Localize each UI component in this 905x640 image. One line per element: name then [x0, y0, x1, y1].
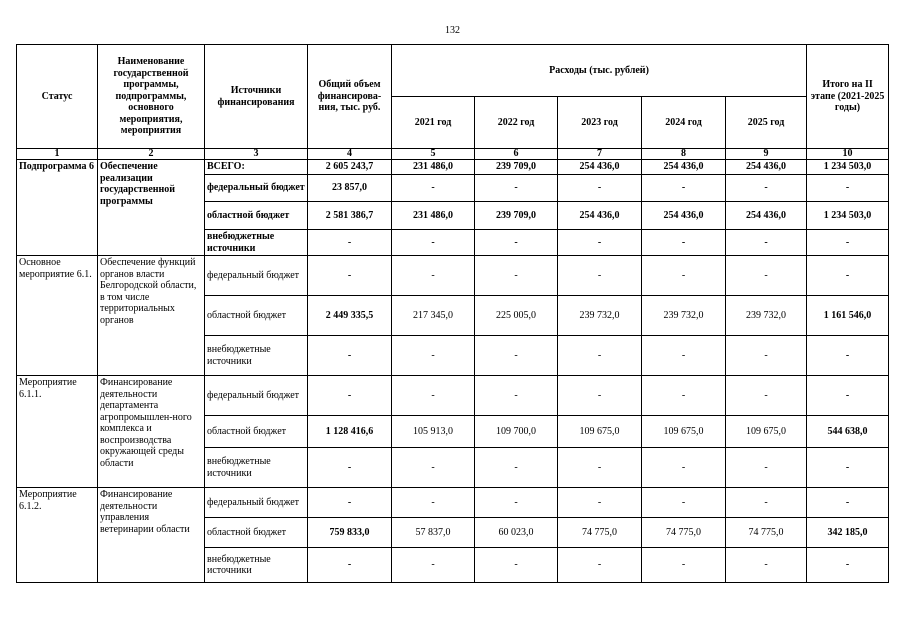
source-cell: областной бюджет	[205, 202, 308, 230]
year-amount-cell: -	[475, 175, 558, 202]
total-amount-cell: 2 605 243,7	[308, 160, 392, 175]
year-amount-cell: -	[558, 376, 642, 416]
column-number: 3	[205, 149, 308, 160]
year-amount-cell: 254 436,0	[558, 160, 642, 175]
item-name-cell: Обеспечение функций органов власти Белгородской области, в том числе территориальных органов	[98, 256, 205, 376]
year-amount-cell: 231 486,0	[392, 160, 475, 175]
total-amount-cell: 23 857,0	[308, 175, 392, 202]
stage-total-cell: -	[807, 256, 889, 296]
column-number: 1	[17, 149, 98, 160]
table-row	[17, 376, 889, 416]
year-amount-cell: -	[726, 448, 807, 488]
year-amount-cell: 105 913,0	[392, 416, 475, 448]
stage-total-cell: -	[807, 230, 889, 256]
year-amount-cell: -	[475, 448, 558, 488]
total-amount-cell: -	[308, 376, 392, 416]
stage-total-cell: 1 234 503,0	[807, 202, 889, 230]
year-amount-cell: -	[392, 376, 475, 416]
status-cell: Мероприятие 6.1.1.	[17, 376, 98, 488]
source-cell: внебюджетные источники	[205, 230, 308, 256]
year-amount-cell: -	[726, 548, 807, 583]
year-amount-cell: -	[392, 256, 475, 296]
column-number: 4	[308, 149, 392, 160]
total-amount-cell: 759 833,0	[308, 518, 392, 548]
year-amount-cell: 254 436,0	[558, 202, 642, 230]
page-number: 132	[445, 25, 460, 36]
year-amount-cell: 74 775,0	[558, 518, 642, 548]
year-amount-cell: 231 486,0	[392, 202, 475, 230]
table-row	[17, 256, 889, 296]
stage-total-cell: -	[807, 336, 889, 376]
year-amount-cell: -	[392, 488, 475, 518]
year-amount-cell: 239 709,0	[475, 202, 558, 230]
item-name-cell: Обеспечение реализации государственной программы	[98, 160, 205, 256]
item-name-cell: Финансирование деятельности управления ветеринарии области	[98, 488, 205, 583]
total-amount-cell: 2 449 335,5	[308, 296, 392, 336]
year-amount-cell: -	[392, 548, 475, 583]
stage-total-cell: 544 638,0	[807, 416, 889, 448]
year-amount-cell: -	[558, 175, 642, 202]
header-name: Наименование государственной программы, подпрограммы, основного мероприятия, мероприятия	[98, 45, 205, 149]
year-amount-cell: 109 700,0	[475, 416, 558, 448]
year-amount-cell: 217 345,0	[392, 296, 475, 336]
year-amount-cell: 57 837,0	[392, 518, 475, 548]
column-number: 5	[392, 149, 475, 160]
year-amount-cell: 60 023,0	[475, 518, 558, 548]
source-cell: областной бюджет	[205, 296, 308, 336]
year-amount-cell: -	[475, 256, 558, 296]
source-cell: внебюджетные источники	[205, 548, 308, 583]
header-year: 2023 год	[558, 97, 642, 149]
header-year: 2022 год	[475, 97, 558, 149]
year-amount-cell: 74 775,0	[642, 518, 726, 548]
year-amount-cell: -	[726, 376, 807, 416]
year-amount-cell: 239 732,0	[558, 296, 642, 336]
year-amount-cell: -	[392, 175, 475, 202]
year-amount-cell: -	[392, 336, 475, 376]
year-amount-cell: -	[558, 448, 642, 488]
budget-table	[16, 44, 889, 583]
stage-total-cell: -	[807, 376, 889, 416]
stage-total-cell: -	[807, 448, 889, 488]
year-amount-cell: 254 436,0	[726, 202, 807, 230]
year-amount-cell: 74 775,0	[726, 518, 807, 548]
stage-total-cell: -	[807, 548, 889, 583]
column-number: 8	[642, 149, 726, 160]
total-amount-cell: 2 581 386,7	[308, 202, 392, 230]
stage-total-cell: 1 234 503,0	[807, 160, 889, 175]
header-total: Общий объем финансирова-ния, тыс. руб.	[308, 45, 392, 149]
source-cell: федеральный бюджет	[205, 488, 308, 518]
year-amount-cell: 239 709,0	[475, 160, 558, 175]
header-stage-total: Итого на II этапе (2021-2025 годы)	[807, 45, 889, 149]
year-amount-cell: 254 436,0	[642, 160, 726, 175]
year-amount-cell: -	[558, 488, 642, 518]
stage-total-cell: 1 161 546,0	[807, 296, 889, 336]
source-cell: областной бюджет	[205, 518, 308, 548]
total-amount-cell: -	[308, 548, 392, 583]
year-amount-cell: -	[642, 448, 726, 488]
header-expenses: Расходы (тыс. рублей)	[392, 45, 807, 97]
year-amount-cell: -	[726, 256, 807, 296]
year-amount-cell: 254 436,0	[726, 160, 807, 175]
total-amount-cell: -	[308, 488, 392, 518]
source-cell: федеральный бюджет	[205, 256, 308, 296]
total-amount-cell: 1 128 416,6	[308, 416, 392, 448]
status-cell: Основное мероприятие 6.1.	[17, 256, 98, 376]
source-cell: внебюджетные источники	[205, 336, 308, 376]
year-amount-cell: -	[475, 376, 558, 416]
table-row	[17, 160, 889, 175]
status-cell: Мероприятие 6.1.2.	[17, 488, 98, 583]
column-number: 9	[726, 149, 807, 160]
year-amount-cell: -	[642, 376, 726, 416]
year-amount-cell: -	[558, 548, 642, 583]
stage-total-cell: -	[807, 175, 889, 202]
year-amount-cell: -	[392, 448, 475, 488]
table-row	[17, 488, 889, 518]
total-amount-cell: -	[308, 448, 392, 488]
year-amount-cell: -	[475, 336, 558, 376]
total-amount-cell: -	[308, 230, 392, 256]
year-amount-cell: 109 675,0	[726, 416, 807, 448]
year-amount-cell: -	[475, 548, 558, 583]
year-amount-cell: 239 732,0	[642, 296, 726, 336]
year-amount-cell: -	[642, 488, 726, 518]
year-amount-cell: -	[642, 548, 726, 583]
year-amount-cell: -	[642, 256, 726, 296]
source-cell: федеральный бюджет	[205, 175, 308, 202]
source-cell: областной бюджет	[205, 416, 308, 448]
year-amount-cell: -	[726, 336, 807, 376]
status-cell: Подпрограмма 6	[17, 160, 98, 256]
stage-total-cell: -	[807, 488, 889, 518]
header-status: Статус	[17, 45, 98, 149]
item-name-cell: Финансирование деятельности департамента агропромышлен-ного комплекса и воспроизводства окружающей среды области	[98, 376, 205, 488]
year-amount-cell: -	[642, 175, 726, 202]
year-amount-cell: -	[558, 256, 642, 296]
column-number: 2	[98, 149, 205, 160]
year-amount-cell: 239 732,0	[726, 296, 807, 336]
year-amount-cell: -	[475, 230, 558, 256]
source-cell: внебюджетные источники	[205, 448, 308, 488]
column-number: 6	[475, 149, 558, 160]
year-amount-cell: -	[475, 488, 558, 518]
year-amount-cell: -	[726, 175, 807, 202]
year-amount-cell: -	[726, 230, 807, 256]
source-cell: федеральный бюджет	[205, 376, 308, 416]
header-sources: Источники финансирования	[205, 45, 308, 149]
table-body	[17, 160, 889, 583]
year-amount-cell: -	[642, 336, 726, 376]
year-amount-cell: 254 436,0	[642, 202, 726, 230]
year-amount-cell: -	[558, 230, 642, 256]
column-number: 10	[807, 149, 889, 160]
source-cell: ВСЕГО:	[205, 160, 308, 175]
year-amount-cell: -	[392, 230, 475, 256]
year-amount-cell: -	[642, 230, 726, 256]
header-year: 2021 год	[392, 97, 475, 149]
column-number: 7	[558, 149, 642, 160]
year-amount-cell: 225 005,0	[475, 296, 558, 336]
year-amount-cell: -	[558, 336, 642, 376]
stage-total-cell: 342 185,0	[807, 518, 889, 548]
header-year: 2025 год	[726, 97, 807, 149]
header-year: 2024 год	[642, 97, 726, 149]
total-amount-cell: -	[308, 256, 392, 296]
total-amount-cell: -	[308, 336, 392, 376]
year-amount-cell: 109 675,0	[642, 416, 726, 448]
year-amount-cell: 109 675,0	[558, 416, 642, 448]
year-amount-cell: -	[726, 488, 807, 518]
